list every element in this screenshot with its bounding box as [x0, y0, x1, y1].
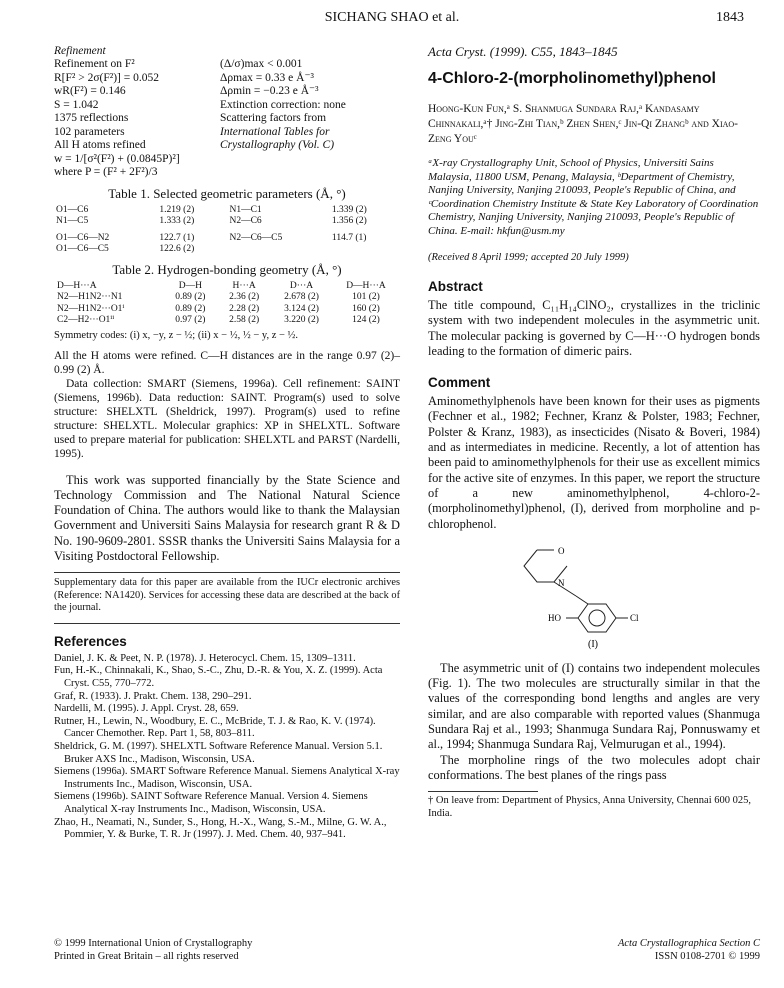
reference-item: Siemens (1996b). SAINT Software Reference Manual. Version 4. Siemens Analytical X-ray Instruments Inc., Madison, Wisconsin, USA. — [54, 791, 368, 815]
table2-caption: Table 2. Hydrogen-bonding geometry (Å, °) — [112, 261, 342, 277]
journal-citation: Acta Cryst. (1999). C55, 1843–1845 — [428, 44, 618, 59]
cell: 1.219 (2) — [159, 204, 195, 215]
cell: O1—C6—N2 — [56, 232, 110, 243]
abstract-heading: Abstract — [428, 279, 483, 294]
refine-line: where P = (F² + 2F²)/3 — [54, 166, 158, 178]
table-row — [54, 205, 400, 217]
reference-item: Rutner, H., Lewin, N., Woodbury, E. C., McBride, T. J. & Rao, K. V. (1974). Cancer Chemother. Rep. Part 1, 58, 803–811. — [54, 715, 376, 740]
cell: N2—H1N2···O1ⁱ — [57, 303, 125, 314]
refinement-heading: Refinement — [54, 45, 106, 57]
benzene-ring — [578, 604, 616, 632]
comment-paragraph: The morpholine rings of the two molecules adopt chair conformations. The best planes of the rings pass — [428, 752, 760, 782]
paragraph: Data collection: SMART (Siemens, 1996a). Cell refinement: SAINT (Siemens, 1996b). Data reduction: SAINT. Program(s) used to solve structure: SHELXTL (Sheldrick, 1997). Program(s) used to refine structure: SHELXTL. Molecular graphics: XP in SHELXTL. Software used to prepare material for publication: SHELXTL and PARST (Nardelli, 1995). — [54, 377, 400, 460]
reference-item: Sheldrick, G. M. (1997). SHELXTL Software Reference Manual. Version 5.1. Bruker AXS Inc., Madison, Wisconsin, USA. — [54, 740, 383, 765]
hydroxyl-label: HO — [548, 612, 561, 623]
issn: ISSN 0108-2701 © 1999 — [654, 951, 760, 962]
chemical-scheme — [428, 532, 760, 650]
cell: 3.220 (2) — [284, 315, 319, 325]
right-column — [428, 44, 760, 820]
table2 — [54, 281, 400, 327]
cell: 122.7 (1) — [159, 232, 195, 243]
refine-line: w = 1/[σ²(F²) + (0.0845P)²] — [54, 152, 180, 165]
chlorine-label: Cl — [630, 612, 639, 623]
refine-line: R[F² > 2σ(F²)] = 0.052 — [54, 71, 159, 84]
symmetry-codes: Symmetry codes: (i) x, −y, z − ½; (ii) x − ½, ½ − y, z − ½. — [54, 329, 299, 341]
header-cell: H···A — [232, 280, 256, 291]
cell — [227, 244, 329, 256]
reference-item: Siemens (1996a). SMART Software Reference Manual. Siemens Analytical X-ray Instruments Inc., Madison, Wisconsin, USA. — [54, 766, 400, 790]
cell: 2.678 (2) — [284, 292, 319, 302]
table-header-row — [54, 281, 400, 293]
cell: O1—C6—C5 — [56, 244, 109, 254]
refinement-col2 — [220, 58, 400, 180]
refine-line: 1375 reflections — [54, 112, 129, 124]
printed-note: Printed in Great Britain – all rights reserved — [54, 951, 239, 962]
copyright: © 1999 International Union of Crystallography — [54, 938, 253, 949]
refinement-col1 — [54, 58, 212, 180]
refinement-block — [54, 58, 400, 180]
left-column — [54, 44, 400, 842]
refine-line: wR(F²) = 0.146 — [54, 85, 126, 97]
reference-item: Graf, R. (1933). J. Prakt. Chem. 138, 290–291. — [54, 690, 252, 702]
footnote-rule — [428, 791, 538, 792]
cell: 0.97 (2) — [175, 315, 206, 325]
aromatic-circle — [589, 610, 605, 626]
cell: 3.124 (2) — [284, 303, 319, 314]
divider — [54, 572, 400, 573]
supplementary-note: Supplementary data for this paper are available from the IUCr electronic archives (Reference: NA1420). Services for accessing these data are described at the back of the journal. — [54, 577, 400, 614]
cell: N1—C5 — [56, 216, 89, 226]
header-cell: D—H···A — [57, 280, 97, 291]
cell: 160 (2) — [352, 303, 380, 314]
refine-line: (Δ/σ)max < 0.001 — [220, 58, 303, 70]
cell: 0.89 (2) — [175, 303, 206, 314]
table-row — [54, 304, 400, 316]
refine-line: Refinement on F² — [54, 58, 135, 70]
comment-paragraph: The asymmetric unit of (I) contains two independent molecules (Fig. 1). The two molecules are structurally similar in that the values of the corresponding bond lengths and angles are very similar, and are also comparable with reported values (Shanmuga Sundara Raj et al., 1993; Shanmuga Sundara Raj, Ponnuswamy et al., 1994; Shanmuga Sundara Raj, Velmurugan et al., 1994). — [428, 660, 760, 752]
ch2-ring-bond — [576, 596, 588, 604]
header-cell: D—H — [178, 280, 202, 291]
journal-section: Acta Crystallographica Section C — [617, 938, 760, 949]
cell: N2—H1N2···N1 — [57, 292, 123, 302]
cell: 0.89 (2) — [175, 292, 206, 302]
cell: 2.28 (2) — [229, 303, 260, 314]
cell: 124 (2) — [352, 315, 380, 325]
refine-line: Δρmin = −0.23 e Å⁻³ — [220, 85, 319, 97]
refine-line: All H atoms refined — [54, 139, 146, 151]
running-title: SICHANG SHAO et al. — [324, 10, 460, 25]
comment-heading: Comment — [428, 375, 491, 391]
table-row — [54, 244, 400, 256]
cell: N1—C1 — [229, 204, 262, 215]
table-row — [54, 315, 400, 327]
nitrogen-label: N — [558, 577, 565, 588]
table-row — [54, 216, 400, 228]
compound-label: (I) — [588, 638, 598, 650]
authors: Hoong-Kun Fun,ᵃ S. Shanmuga Sundara Raj,ᵃ Kandasamy Chinnakali,ᵃ† Jing-Zhi Tian,ᵇ Zhen Shen,ᶜ Jin-Qi Zhangᵇ and Xiao-Zeng Youᶜ — [428, 103, 738, 145]
table1 — [54, 205, 400, 256]
table-row — [54, 292, 400, 304]
references-heading: References — [54, 633, 127, 649]
comment-paragraph: Aminomethylphenols have been known for their uses as pigments (Fechner et al., 1982; Fechner, Kranz & Polster, 1983; Fechner, Polster & Kranz, 1983), as insecticides (Nisato & Boveri, 1984) and as intermediates in medicine. Recently, a lot of attention has been paid to aminomethylphenols for their use as excellent mimics for the active site of enzymes. In this paper, we report the structure of a new aminomethylphenol, 4-chloro-2-(morpholinomethyl)phenol, (I), derived from morpholine and p-chlorophenol. — [428, 394, 760, 531]
refine-line: Scattering factors from — [220, 112, 327, 124]
refine-line: S = 1.042 — [54, 98, 99, 111]
reference-item: Zhao, H., Neamati, N., Sunder, S., Hong, H.-X., Wang, S.-M., Milne, G. W. A., Pommier, Y. & Burke, T. R. Jr (1997). J. Med. Chem. 40, 937–941. — [54, 816, 387, 841]
refine-line: Crystallography (Vol. C) — [220, 139, 335, 151]
received-dates: (Received 8 April 1999; accepted 20 July 1999) — [428, 252, 629, 263]
right-footer — [618, 937, 760, 963]
reference-item: Fun, H.-K., Chinnakali, K., Shao, S.-C., Zhu, D.-R. & You, X. Z. (1999). Acta Cryst. C55, 770–772. — [54, 665, 383, 689]
cell: 1.333 (2) — [159, 216, 195, 226]
cell: 101 (2) — [352, 292, 380, 302]
left-footer — [54, 937, 252, 963]
cell: C2—H2···O1ⁱⁱ — [57, 315, 115, 325]
cell: 122.6 (2) — [159, 244, 195, 254]
cell: N2—C6 — [229, 216, 262, 226]
refine-line: 102 parameters — [54, 125, 125, 138]
refine-line: Extinction correction: none — [220, 98, 346, 111]
abstract-text: The title compound, C₁₁H₁₄ClNO₂, crystallizes in the triclinic system with two independent molecules in the asymmetric unit. The molecular packing is governed by C—H···O hydrogen bonds leading to the formation of dimeric pairs. — [428, 298, 760, 358]
paragraph: All the H atoms were refined. C—H distances are in the range 0.97 (2)–0.99 (2) Å. — [54, 349, 400, 376]
page-number: 1843 — [716, 10, 744, 25]
cell: 114.7 (1) — [331, 232, 367, 243]
cell: O1—C6 — [56, 204, 89, 215]
divider — [54, 623, 400, 624]
cell: 2.36 (2) — [229, 292, 260, 302]
header-cell: D—H···A — [346, 280, 386, 291]
cell: 2.58 (2) — [229, 315, 260, 325]
cell: 1.356 (2) — [331, 216, 367, 226]
article-title: 4-Chloro-2-(morpholinomethyl)phenol — [428, 70, 716, 87]
cell — [330, 244, 400, 256]
cell: 1.339 (2) — [331, 204, 367, 215]
affiliations: ᵃX-ray Crystallography Unit, School of Physics, Universiti Sains Malaysia, 11800 USM, Penang, Malaysia, ᵇDepartment of Chemistry, Nanjing University, Nanjing 210093, People's Republic of China, and ᶜCoordination Chemistry Institute & State Key Laboratory of Coordination Chemistry, Nanjing University, Nanjing 210093, People's Republic of China. E-mail: hkfun@usm.my — [428, 157, 759, 237]
running-header — [0, 8, 784, 30]
cell: N2—C6—C5 — [229, 232, 283, 243]
refine-line: Δρmax = 0.33 e Å⁻³ — [220, 71, 314, 84]
table-row — [54, 233, 400, 245]
header-cell: D···A — [289, 280, 314, 291]
acknowledgement: This work was supported financially by the State Science and Technology Commission and The National Natural Science Foundation of China. The authors would like to thank the Malaysian Government and Universiti Sains Malaysia for research grant R & D No. 190-9609-2801. SSSR thanks the Universiti Sains Malaysia for a Visiting Postdoctoral Fellowship. — [54, 472, 400, 563]
refine-line: International Tables for — [220, 125, 330, 138]
reference-item: Daniel, J. K. & Peet, N. P. (1978). J. Heterocycl. Chem. 15, 1309–1311. — [54, 652, 356, 664]
footnote: † On leave from: Department of Physics, Anna University, Chennai 600 025, India. — [428, 795, 752, 819]
reference-item: Nardelli, M. (1995). J. Appl. Cryst. 28, 659. — [54, 703, 239, 715]
table1-caption: Table 1. Selected geometric parameters (Å, °) — [108, 185, 346, 201]
oxygen-label: O — [558, 545, 565, 556]
